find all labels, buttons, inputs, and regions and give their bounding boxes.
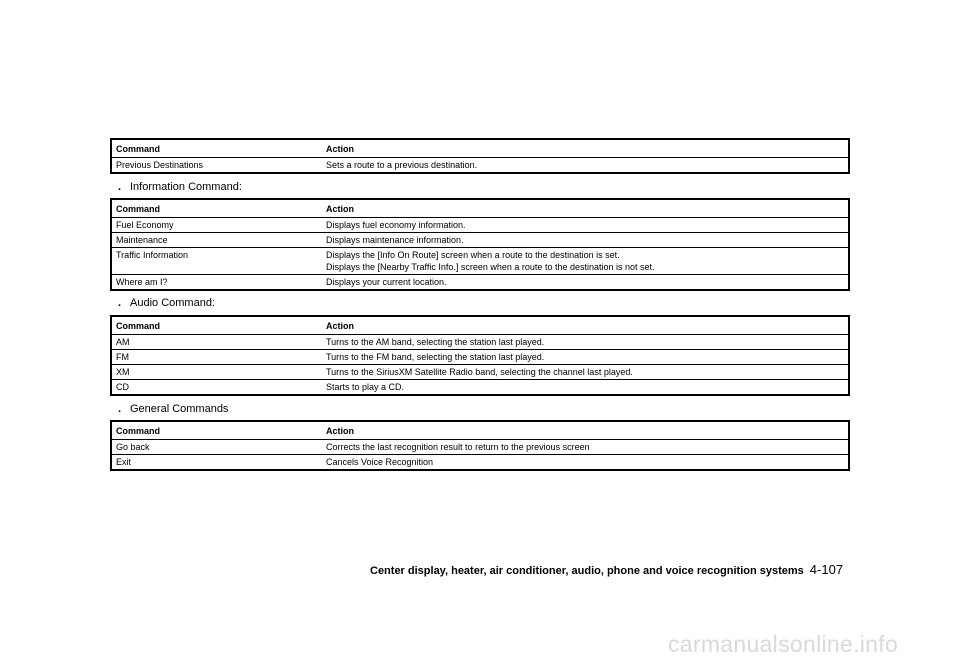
command-cell: CD	[111, 380, 322, 396]
section-heading: General Commands	[130, 403, 229, 415]
action-header: Action	[326, 204, 354, 214]
action-line: Displays the [Nearby Traffic Info.] screen when a route to the destination is not set.	[326, 262, 655, 272]
table-header-row	[111, 199, 849, 218]
information-command-table	[110, 198, 850, 291]
table-row	[111, 335, 849, 350]
action-cell: Cancels Voice Recognition	[322, 455, 849, 471]
table-row	[111, 365, 849, 380]
command-cell: Where am I?	[111, 275, 322, 291]
table-row	[111, 218, 849, 233]
command-cell: Exit	[111, 455, 322, 471]
action-cell: Displays your current location.	[322, 275, 849, 291]
command-header: Command	[116, 321, 161, 331]
command-cell: Go back	[111, 440, 322, 455]
action-header: Action	[326, 426, 354, 436]
table-row	[111, 455, 849, 471]
command-header: Command	[116, 426, 161, 436]
table-row	[111, 380, 849, 396]
audio-command-bullet	[118, 296, 215, 310]
bullet-icon: .	[118, 403, 122, 415]
table-header-row	[111, 316, 849, 335]
bullet-icon: .	[118, 297, 122, 309]
command-cell: Fuel Economy	[111, 218, 322, 233]
table-row	[111, 158, 849, 174]
action-line: Displays the [Info On Route] screen when a route to the destination is set.	[326, 250, 620, 260]
command-cell: Maintenance	[111, 233, 322, 248]
table-row	[111, 233, 849, 248]
command-header: Command	[116, 144, 161, 154]
table-header-row	[111, 421, 849, 440]
action-cell: Turns to the SiriusXM Satellite Radio band, selecting the channel last played.	[322, 365, 849, 380]
command-cell: Previous Destinations	[111, 158, 322, 174]
page-number: 4-107	[809, 562, 844, 577]
information-command-bullet	[118, 180, 242, 194]
watermark: carmanualsonline.info	[668, 631, 899, 657]
action-cell: Turns to the FM band, selecting the station last played.	[322, 350, 849, 365]
table-row	[111, 350, 849, 365]
page-footer	[370, 562, 850, 578]
action-cell: Sets a route to a previous destination.	[322, 158, 849, 174]
command-header: Command	[116, 204, 161, 214]
table-header-row	[111, 139, 849, 158]
section-heading: Information Command:	[130, 181, 242, 193]
bullet-icon: .	[118, 181, 122, 193]
table-row	[111, 440, 849, 455]
action-header: Action	[326, 321, 354, 331]
general-commands-bullet	[118, 402, 228, 416]
footer-section-title: Center display, heater, air conditioner, audio, phone and voice recognition systems	[370, 565, 804, 577]
table-row	[111, 248, 849, 275]
section-heading: Audio Command:	[130, 297, 215, 309]
command-cell: XM	[111, 365, 322, 380]
action-cell: Displays fuel economy information.	[322, 218, 849, 233]
action-cell	[322, 248, 849, 275]
general-commands-table	[110, 420, 850, 471]
action-cell: Displays maintenance information.	[322, 233, 849, 248]
action-cell: Starts to play a CD.	[322, 380, 849, 396]
command-cell: AM	[111, 335, 322, 350]
action-cell: Corrects the last recognition result to return to the previous screen	[322, 440, 849, 455]
command-cell: Traffic Information	[111, 248, 322, 275]
audio-command-table	[110, 315, 850, 396]
previous-destinations-table	[110, 138, 850, 174]
action-cell: Turns to the AM band, selecting the station last played.	[322, 335, 849, 350]
command-cell: FM	[111, 350, 322, 365]
table-row	[111, 275, 849, 291]
action-header: Action	[326, 144, 354, 154]
